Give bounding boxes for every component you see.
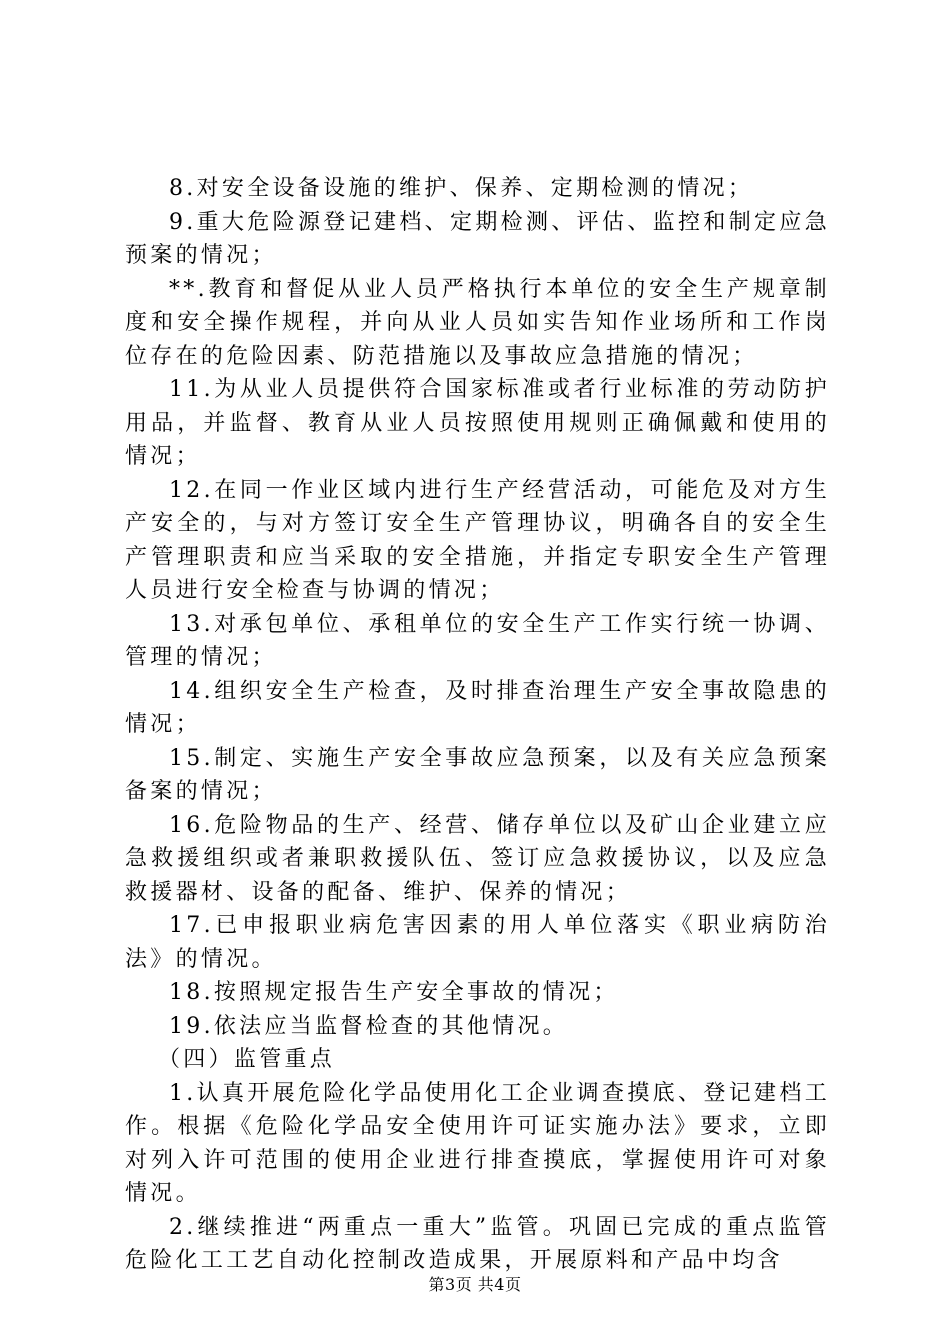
paragraph-item-10: **.教育和督促从业人员严格执行本单位的安全生产规章制度和安全操作规程，并向从业人员如实告知作业场所和工作岗位存在的危险因素、防范措施以及事故应急措施的情况； (125, 276, 830, 369)
paragraph-item-13: 13.对承包单位、承租单位的安全生产工作实行统一协调、管理的情况； (125, 611, 830, 670)
document-body (125, 172, 830, 1278)
paragraph-focus-1: 1.认真开展危险化学品使用化工企业调查摸底、登记建档工作。根据《危险化学品安全使用许可证实施办法》要求，立即对列入许可范围的使用企业进行排查摸底，掌握使用许可对象情况。 (125, 1080, 830, 1206)
paragraph-item-17: 17.已申报职业病危害因素的用人单位落实《职业病防治法》的情况。 (125, 913, 830, 972)
paragraph-item-8: 8.对安全设备设施的维护、保养、定期检测的情况； (169, 176, 754, 201)
paragraph-item-14: 14.组织安全生产检查，及时排查治理生产安全事故隐患的情况； (125, 678, 830, 737)
paragraph-focus-2: 2.继续推进“两重点一重大”监管。巩固已完成的重点监管危险化工工艺自动化控制改造成果，开展原料和产品中均含 (125, 1214, 830, 1273)
paragraph-item-19: 19.依法应当监督检查的其他情况。 (169, 1013, 569, 1039)
paragraph-item-16: 16.危险物品的生产、经营、储存单位以及矿山企业建立应急救援组织或者兼职救援队伍、签订应急救援协议，以及应急救援器材、设备的配备、维护、保养的情况； (125, 812, 830, 905)
page-number-footer: 第3页 共4页 (428, 1275, 522, 1294)
paragraph-item-11: 11.为从业人员提供符合国家标准或者行业标准的劳动防护用品，并监督、教育从业人员按照使用规则正确佩戴和使用的情况； (125, 377, 830, 469)
paragraph-item-9: 9.重大危险源登记建档、定期检测、评估、监控和制定应急预案的情况； (125, 209, 830, 268)
section-heading: （四）监管重点 (158, 1047, 336, 1072)
paragraph-item-12: 12.在同一作业区域内进行生产经营活动，可能危及对方生产安全的，与对方签订安全生产管理协议，明确各自的安全生产管理职责和应当采取的安全措施，并指定专职安全生产管理人员进行安全检查与协调的情况； (125, 477, 830, 603)
paragraph-item-18: 18.按照规定报告生产安全事故的情况； (169, 980, 619, 1005)
paragraph-item-15: 15.制定、实施生产安全事故应急预案，以及有关应急预案备案的情况； (125, 745, 830, 804)
